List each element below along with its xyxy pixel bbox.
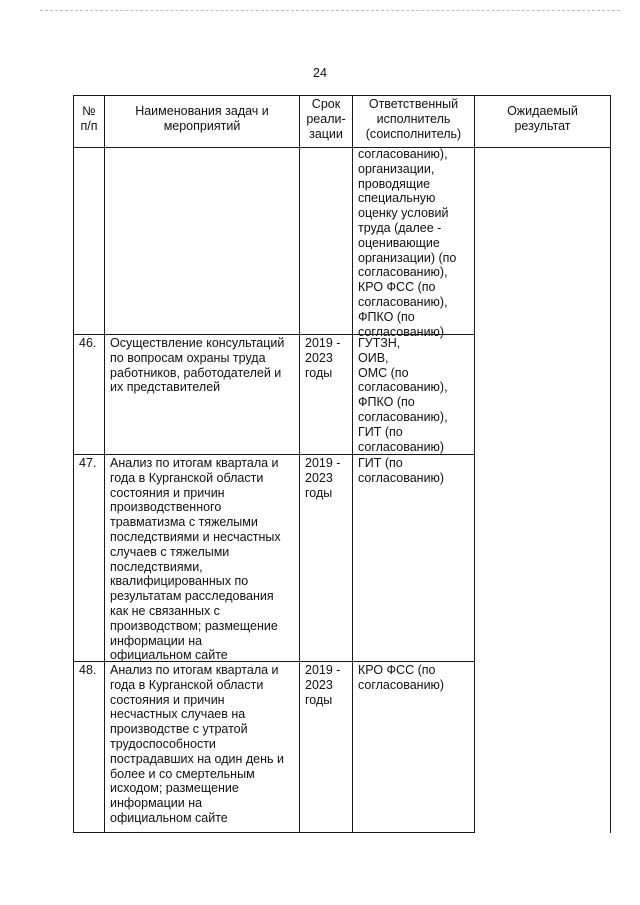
header-num: № п/п: [80, 104, 98, 133]
row-46-executor: ГУТЗН, ОИВ, ОМС (по согласованию), ФПКО (по согласованию), ГИТ (по согласованию): [358, 336, 448, 454]
header-tasks: Наименования задач и мероприятий: [135, 104, 269, 133]
row-48-task: Анализ по итогам квартала и года в Курганской области состояния и причин несчастных случаев на производстве с утратой трудоспособности пострадавших на один день и более и со смертельным исходом; размещение информации на официальном сайте: [110, 663, 284, 825]
row-48-term: 2019 - 2023 годы: [305, 663, 341, 707]
row-47-executor: ГИТ (по согласованию): [358, 456, 445, 485]
row-47-task: Анализ по итогам квартала и года в Курганской области состояния и причин производственного травматизма с тяжелыми последствиями и несчастных случаев с тяжелыми последствиями, квалифицированных по результатам расследования как не связанных с производством; размещение информации на официальном сайте: [110, 456, 281, 663]
row-47-term: 2019 - 2023 годы: [305, 456, 341, 500]
row-48-num: 48.: [79, 663, 97, 677]
header-executor: Ответственный исполнитель (соисполнитель): [365, 97, 462, 141]
continuation-executor: согласованию), организации, проводящие специальную оценку условий труда (далее - оценивающие организации) (по согласованию), КРО ФСС (по согласованию), ФПКО (по согласованию): [358, 147, 457, 339]
header-term: Срок реали- зации: [306, 97, 346, 141]
scan-top-edge: [40, 10, 620, 11]
row-47-num: 47.: [79, 456, 97, 470]
row-48-executor: КРО ФСС (по согласованию): [358, 663, 445, 692]
row-46-num: 46.: [79, 336, 97, 350]
row-46-term: 2019 - 2023 годы: [305, 336, 341, 380]
header-result: Ожидаемый результат: [507, 104, 578, 133]
page-number: 24: [313, 66, 327, 80]
row-46-task: Осуществление консультаций по вопросам охраны труда работников, работодателей и их представителей: [110, 336, 285, 395]
